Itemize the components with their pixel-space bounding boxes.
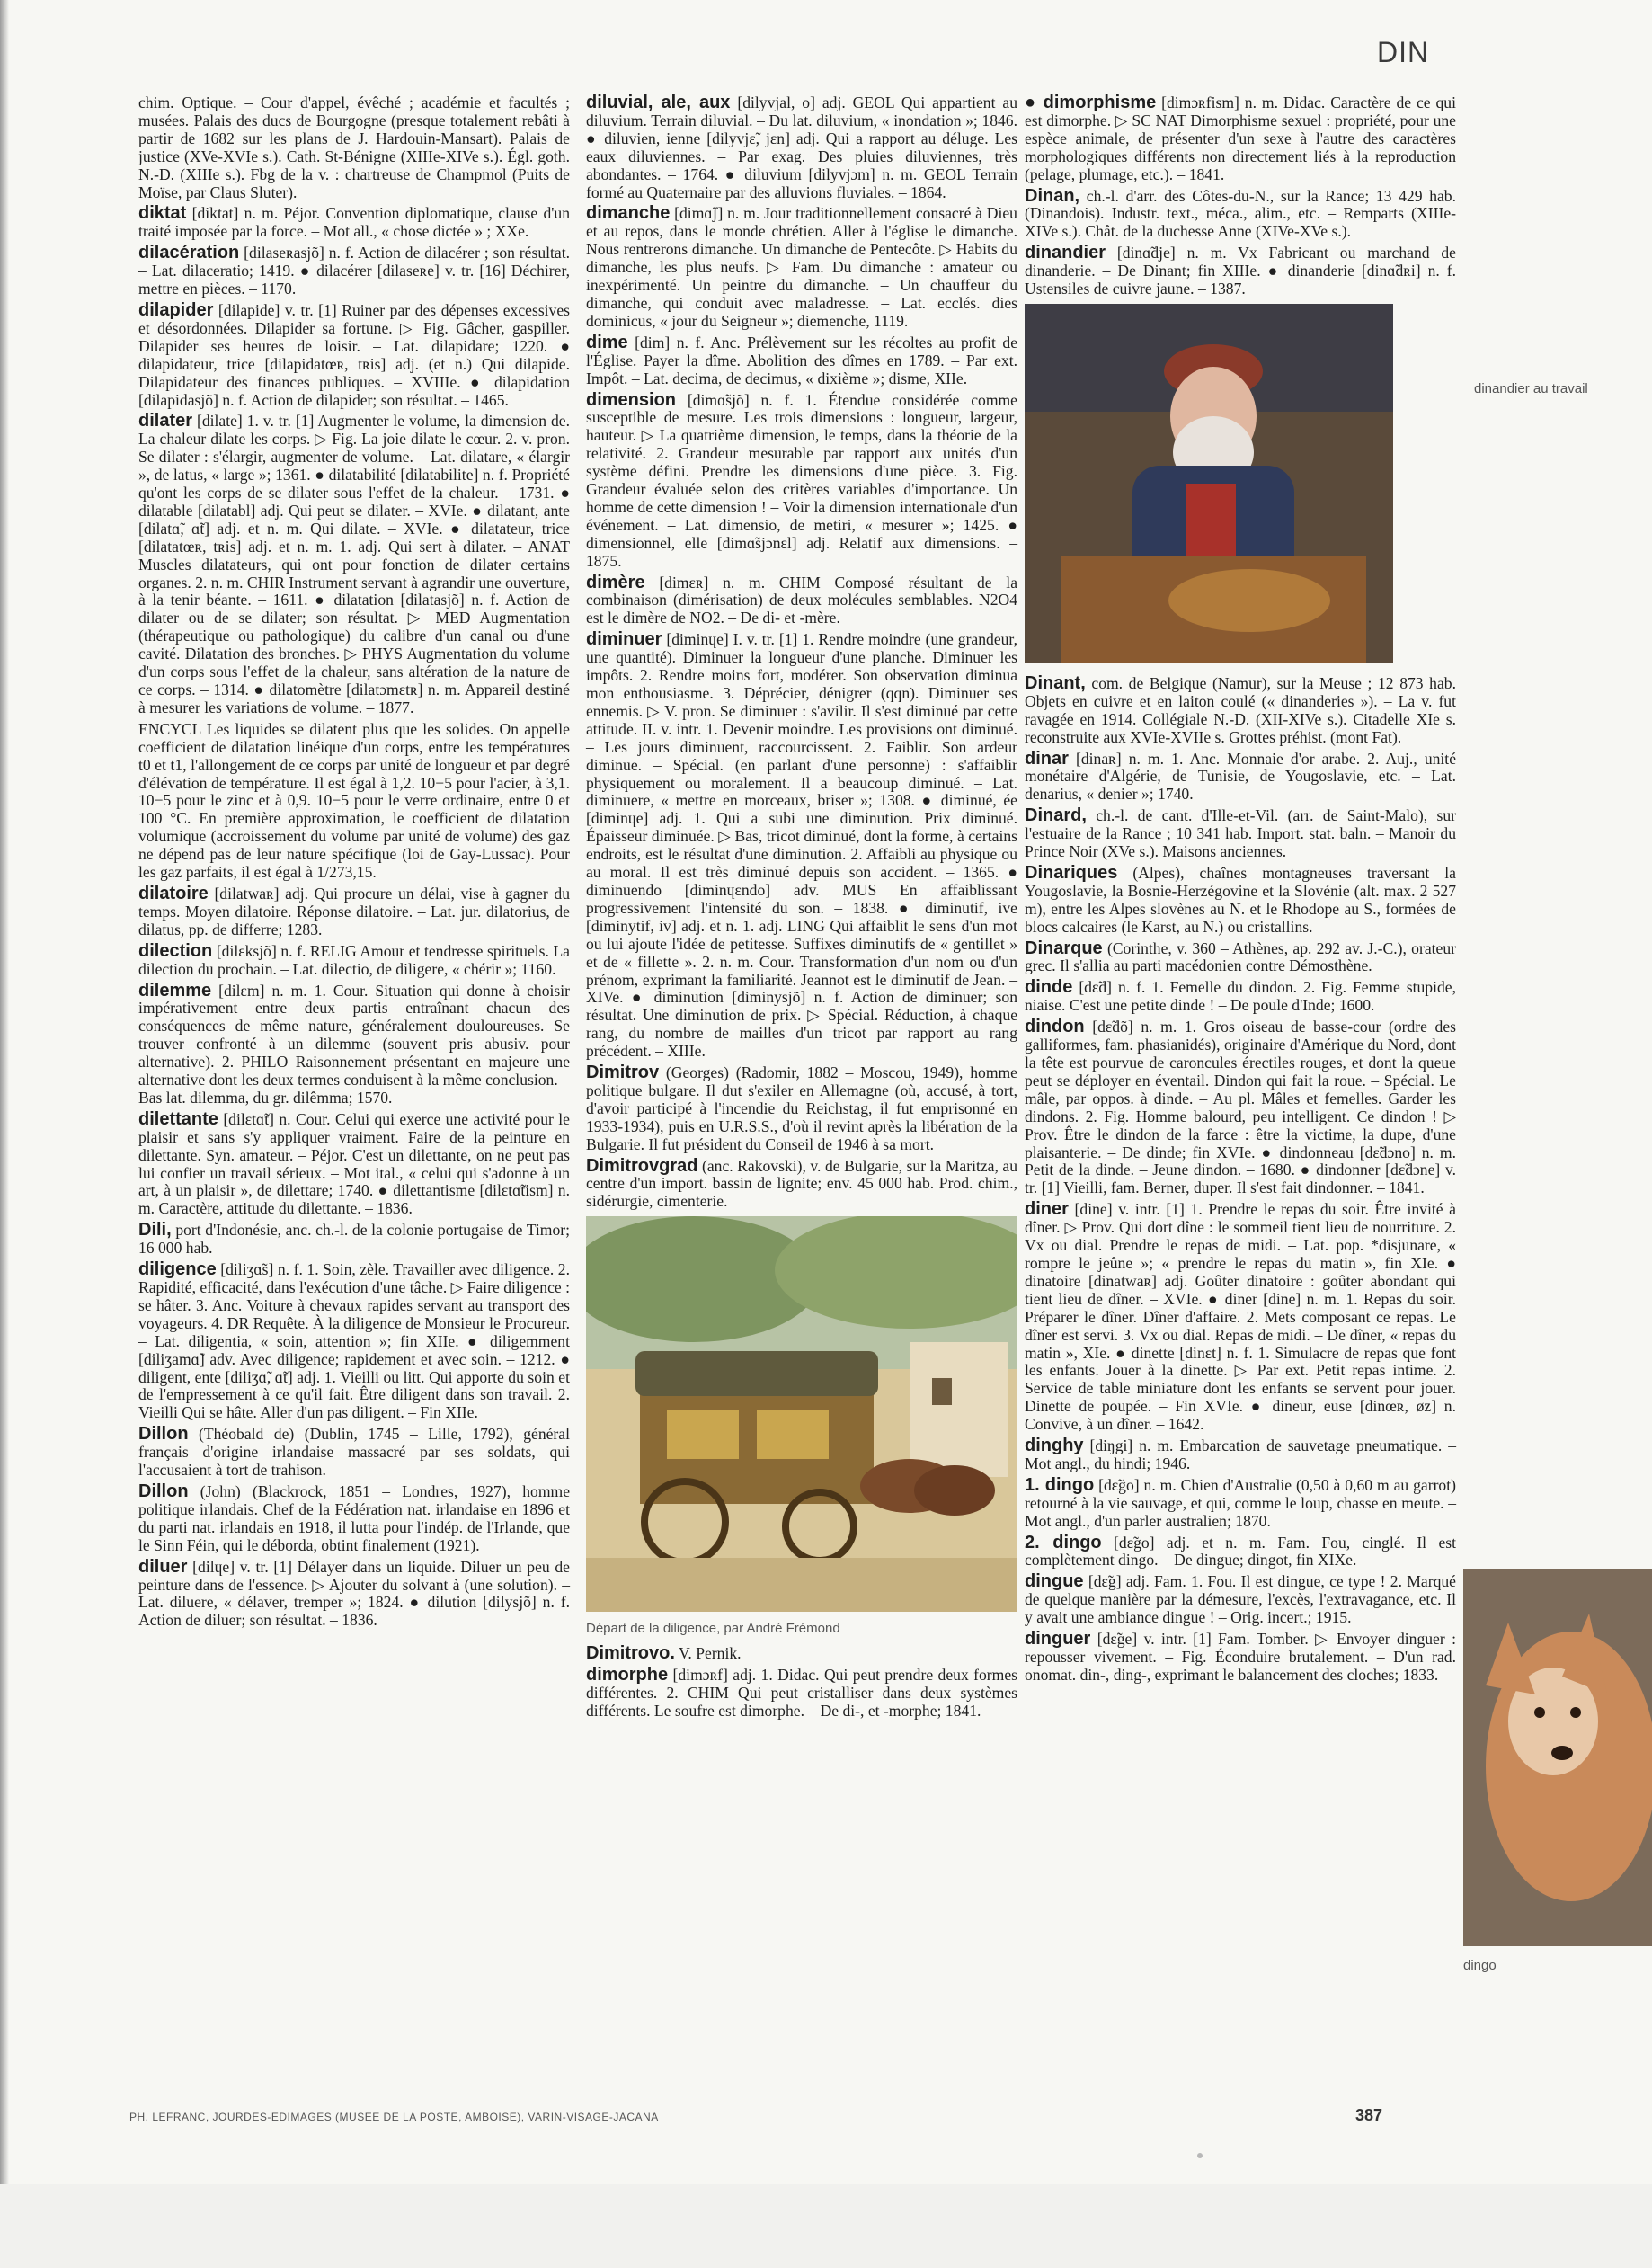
entry-headword: dinguer [1025, 1629, 1091, 1650]
dictionary-entry [1025, 1018, 1456, 1197]
entry-headword: dinghy [1025, 1436, 1084, 1456]
entry-headword: dinde [1025, 977, 1073, 998]
entry-headword: Dimitrov [586, 1063, 660, 1083]
entry-body: (Alpes), chaînes montagneuses traversant la Yougoslavie, la Bosnie-Herzégovine et la Slovénie (alt. max. 2 527 m), entre les Alpes slovènes au N. et le Rhodope au S., formées de blocs calcaires (le Karst, au N.) ou cristallins. [1025, 863, 1456, 936]
entry-headword: Dinant, [1025, 672, 1086, 693]
dingo-side-caption: dingo [1463, 1958, 1497, 1973]
dictionary-entry [138, 1483, 570, 1555]
dictionary-entry [138, 885, 570, 939]
entry-headword: diligence [138, 1259, 217, 1280]
entry-headword: Dillon [138, 1481, 189, 1501]
entry-headword: dime [586, 332, 628, 352]
dictionary-entry [1025, 94, 1456, 184]
dictionary-entry [586, 1064, 1017, 1154]
dinandier-photo [1025, 304, 1393, 663]
dictionary-entry [1025, 245, 1456, 298]
entry-headword: Dinard, [1025, 805, 1087, 826]
entry-headword: dilettante [138, 1108, 218, 1129]
entry-headword: dilatoire [138, 883, 209, 903]
entry-body: ch.-l. d'arr. des Côtes-du-N., sur la Rance; 13 429 hab. (Dinandois). Industr. text., méca., alim., etc. – Remparts (XIIIe-XIVe s.). Chât. de la duchesse Anne (XIVe-XVe s.). [1025, 186, 1456, 241]
entry-headword: dimension [586, 389, 677, 410]
entry-body: [dinaʀ] n. m. 1. Anc. Monnaie d'or arabe. 2. Auj., unité monétaire d'Algérie, de Tunisie, de Yougoslavie, etc. – Lat. denarius, « denier »; 1740. [1025, 749, 1456, 804]
column-2-entries-after [586, 1645, 1017, 1721]
entry-body: [dimɔʀf] adj. 1. Didac. Qui peut prendre deux formes différentes. 2. CHIM Qui peut cristalliser dans deux systèmes différents. Le soufre est dimorphe. – De di-, et -morphe; 1841. [586, 1666, 1017, 1720]
dictionary-entry [586, 334, 1017, 388]
entry-headword: Dillon [138, 1424, 189, 1445]
entry-body: [dilyvjal, o] adj. GEOL Qui appartient au diluvium. Terrain diluvial. – Du lat. diluvium, « inondation »; 1846. ● diluvien, ienne [dilyvjɛ̃, jɛn] adj. Qui a rapport au déluge. Les eaux diluviennes. – Par exag. Des pluies diluviennes, très abondantes. – 1764. ● diluvium [dilyvjɔm] n. m. GEOL Terrain formé au Quaternaire par des alluvions fluviales. – 1864. [586, 93, 1017, 201]
entry-body: [dɛ̃go] adj. et n. m. Fam. Fou, cinglé. Il est complètement dingo. – De dingue; dingot, fin XIXe. [1025, 1533, 1456, 1570]
entry-body: [diminɥe] I. v. tr. [1] 1. Rendre moindre (une grandeur, une quantité). Diminuer la longueur d'une planche. Diminuer les impôts. 2. Rendre moins fort, modérer. Son observation diminua mon enthousiasme. 3. Déprécier, dénigrer (qqn). Diminuer ses ennemis. ▷ V. pron. Se diminuer : s'avilir. Il s'est diminué par cette attitude. II. v. intr. 1. Devenir moindre. Les provisions ont diminué. – Les jours diminuent, raccourcissent. 2. Faiblir. Son ardeur diminue. – Spécial. (en parlant d'une personne) : s'affaiblir physiquement ou moralement. Il a beaucoup diminué. – Lat. diminuere, « mettre en morceaux, briser »; 1308. ● diminué, ée [diminɥe] adj. 1. Qui a subi une diminution. Prix diminué. Épaisseur diminuée. ▷ Bas, tricot diminué, dont la forme, à certains endroits, est le résultat d'une diminution. 2. Affaibli au physique ou au moral. Il est très diminué depuis son accident. – 1365. ● diminuendo [diminɥɛndo] adv. MUS En affaiblissant progressivement l'intensité du son. – 1838. ● diminutif, ive [diminytif, iv] adj. et n. 1. adj. LING Qui affaiblit le sens d'un mot ou lui ajoute l'idée de petitesse. Suffixes diminutifs de « gentillet » et de « fillette ». 2. n. m. Cour. Transformation d'un nom ou d'un prénom, exprimant la familiarité. Jeannot est le diminutif de Jean. – XIVe. ● diminution [diminysjõ] n. f. Action de diminuer; son résultat. Une diminution de prix. ▷ Spécial. Réduction, à chaque rang, du nombre de mailles d'un tricot par rapport au rang précédent. – XIIIe. [586, 630, 1017, 1061]
dictionary-entry [138, 1108, 570, 1218]
dictionary-entry [1025, 748, 1456, 805]
entry-body: V. Pernik. [679, 1644, 742, 1663]
entry-body: [dimɔʀfism] n. m. Didac. Caractère de ce qui est dimorphe. ▷ SC NAT Dimorphisme sexuel : propriété, pour une espèce animale, de présenter d'un sexe à l'autre des caractères morphologiques différents non directement liés à la reproduction (pelage, plumage, etc.). – 1841. [1025, 93, 1456, 183]
diligence-painting [586, 1216, 1017, 1612]
entry-headword: dimanche [586, 203, 671, 224]
dictionary-entry [138, 413, 570, 716]
entry-body: [dim] n. f. Anc. Prélèvement sur les récoltes au profit de l'Église. Payer la dîme. Abolition des dîmes en 1789. – Par ext. Impôt. – Lat. decima, de decimus, « dixième »; disme, XIIe. [586, 333, 1018, 387]
running-head: DIN [1377, 36, 1430, 68]
column-2 [586, 94, 1017, 1724]
entry-headword: dinar [1025, 748, 1069, 769]
dictionary-entry [1025, 979, 1456, 1015]
dictionary-entry [138, 721, 570, 882]
entry-headword: Dimitrovgrad [586, 1155, 698, 1176]
dictionary-entry [138, 980, 570, 1107]
dictionary-entry [1025, 862, 1456, 937]
entry-body: [dilɛm] n. m. 1. Cour. Situation qui donne à choisir impérativement entre deux partis entraînant chacun des conséquences de même nature, généralement douloureuses. Se trouver confronté à un dilemme (souvent pris abusiv. pour alternative). 2. PHILO Raisonnement présentant en majeure une alternative dont les deux termes conduisent à la même conclusion. – Bas lat. dilemma, du gr. dilêmma; 1570. [138, 981, 570, 1107]
entry-headword: ● dimorphisme [1025, 93, 1157, 112]
entry-headword: diner [1025, 1199, 1069, 1220]
entry-body: [diŋgi] n. m. Embarcation de sauvetage pneumatique. – Mot angl., du hindi; 1946. [1025, 1436, 1456, 1472]
entry-headword: dilapider [138, 299, 214, 320]
entry-headword: diktat [138, 203, 187, 224]
dictionary-entry [138, 1426, 570, 1480]
entry-body: [dilate] 1. v. tr. [1] Augmenter le volume, la dimension de. La chaleur dilate les corps. ▷ Fig. La joie dilate le cœur. 2. v. pron. Se dilater : s'élargir, augmenter de volume. – Lat. dilatare, « élargir », de latus, « large »; 1361. ● dilatabilité [dilatabilite] n. f. Propriété qu'ont les corps de se dilater sous l'effet de la chaleur. – 1731. ● dilatable [dilatabl] adj. Qui peut se dilater. – XVIe. ● dilatant, ante [dilatɑ̃, ɑ̃t] adj. et n. m. Qui dilate. – XVIe. ● dilatateur, trice [dilatatœʀ, tʀis] adj. et n. m. 1. adj. Qui sert à dilater. – ANAT Muscles dilatateurs, qui ont pour fonction de dilater certains organes. 2. n. m. CHIR Instrument servant à agrandir une ouverture, à la tenir béante. – 1611. ● dilatation [dilatasjõ] n. f. Action de dilater ou de se dilater; son résultat. ▷ MED Augmentation (thérapeutique ou pathologique) du calibre d'un canal ou d'une cavité. Dilatation des bronches. ▷ PHYS Augmentation du volume d'un corps sous l'effet de la chaleur, sans altération de la nature de ce corps. – 1314. ● dilatomètre [dilatɔmɛtʀ] n. m. Appareil destiné à mesurer les variations de volume. – 1877. [138, 412, 570, 716]
entry-headword: dingue [1025, 1571, 1084, 1592]
entry-headword: dimorphe [586, 1665, 669, 1685]
entry-body: [dɛ̃ge] v. intr. [1] Fam. Tomber. ▷ Envoyer dinguer : repousser vivement. – Fig. Éconduire brutalement. – D'un rad. onomat. din-, ding-, exprimant le balancement des cloches; 1833. [1025, 1630, 1456, 1684]
dictionary-entry [138, 245, 570, 298]
entry-body: [dilɛtɑ̃t] n. Cour. Celui qui exerce une activité pour le plaisir et sans s'y appliquer vraiment. Faire de la peinture en dilettante. Syn. amateur. – Péjor. C'est un dilettante, on ne peut pas lui confier un travail sérieux. – Mot ital., « celui qui s'adonne à un art, à un plaisir », de dilettare; 1740. ● dilettantisme [dilɛtɑ̃tism] n. m. Caractère, attitude du dilettante. – 1836. [138, 1109, 570, 1218]
entry-body: [dilɛksjõ] n. f. RELIG Amour et tendresse spirituels. La dilection du prochain. – Lat. dilectio, de diligere, « chérir »; 1160. [138, 941, 570, 978]
entry-body: [dine] v. intr. [1] 1. Prendre le repas du soir. Être invité à dîner. ▷ Prov. Qui dort dîne : le sommeil tient lieu de nourriture. 2. Vx ou dial. Prendre le repas de midi. – Lat. pop. *disjunare, « rompre le jeûne »; « prendre le repas du matin », fin XIe. ● dinatoire [dinatwaʀ] adj. Goûter dinatoire : goûter abondant qui tient lieu de dîner. – XVIe. ● diner [dine] n. m. 1. Repas du soir. Préparer le dîner. Dîner d'affaire. 2. Mets composant ce repas. Le dîner est servi. 3. Vx ou dial. Repas de midi. – De dîner, « repas du matin », XIe. ● dinette [dinɛt] n. f. 1. Simulacre de repas que font les enfants. Jouer à la dinette. ▷ Par ext. Petit repas intime. 2. Service de table miniature dont les enfants se servent pour jouer. Dinette de poupée. – Fin XVIe. ● dineur, euse [dinœʀ, øz] n. Convive, à un dîner. – 1642. [1025, 1200, 1456, 1434]
dictionary-entry [586, 1155, 1017, 1212]
dictionary-entry [138, 94, 570, 201]
dictionary-entry [138, 205, 570, 241]
entry-body: [diktat] n. m. Péjor. Convention diplomatique, clause d'un traité imposée par la force. – Mot all., « chose dictée » ; XXe. [138, 204, 570, 241]
entry-body: ENCYCL Les liquides se dilatent plus que les solides. On appelle coefficient de dilatation linéique d'un corps, entre les températures t0 et t1, l'allongement de ce corps par unité de longueur et par degré d'élévation de température. Il est égal à 1,2. 10−5 pour l'acier, à 3,1. 10−5 pour le zinc et à 0,9. 10−5 pour le verre ordinaire, entre 0 et 100 °C. En première approximation, le coefficient de dilatation volumique (accroissement du volume par unité de volume) des gaz ne dépend pas de leur nature spécifique (loi de Gay-Lussac). Pour les gaz parfaits, il est égal à 1/273,15. [138, 719, 570, 882]
entry-body: ch.-l. de cant. d'Ille-et-Vil. (arr. de Saint-Malo), sur l'estuaire de la Rance ; 10 341 hab. Import. stat. baln. – Manoir du Prince Noir (XVe s.). Maisons anciennes. [1025, 806, 1456, 861]
entry-body: [dilapide] v. tr. [1] Ruiner par des dépenses excessives et désordonnées. Dilapider sa fortune. ▷ Fig. Gâcher, gaspiller. Dilapider ses heures de loisir. – Lat. dilapidare; 1220. ● dilapidateur, trice [dilapidatœʀ, tʀis] adj. (et n.) Qui dilapide. Dilapidateur des finances publiques. – XVIIIe. ● dilapidation [dilapidasjõ] n. f. Action de dilapider; son résultat. – 1465. [138, 300, 571, 409]
dictionary-entry [1025, 1201, 1456, 1434]
entry-headword: dilemme [138, 980, 212, 1001]
entry-body: [dɛ̃go] n. m. Chien d'Australie (0,50 à 0,60 m au garrot) retourné à la vie sauvage, et qui, comme le loup, chasse en meute. – Mot angl., d'un parler australien; 1870. [1025, 1475, 1456, 1530]
dictionary-entry [1025, 1573, 1456, 1627]
entry-body: [dɛ̃g] adj. Fam. 1. Fou. Il est dingue, ce type ! 2. Marqué de quelque manière par la démesure, l'excès, l'extravagance, etc. Il y avait une ambiance dingue ! – Orig. incert.; 1915. [1025, 1572, 1456, 1627]
entry-body: port d'Indonésie, anc. ch.-l. de la colonie portugaise de Timor; 16 000 hab. [138, 1221, 570, 1258]
dictionary-entry [1025, 1437, 1456, 1473]
entry-headword: Dimitrovo. [586, 1643, 675, 1664]
entry-body: chim. Optique. – Cour d'appel, évêché ; académie et facultés ; musées. Palais des ducs de Bourgogne (presque totalement rebâti à partir de 1682 sur les plans de J. Hardouin-Mansart). Palais de justice (XVe-XVIe s.). Cath. St-Bénigne (XIIIe-XIVe s.). Égl. goth. N.-D. (XIIIe s.). Fbg de la v. : chartreuse de Champmol (Puits de Moïse, par Claus Sluter). [138, 93, 570, 201]
column-3-entries-after [1025, 672, 1456, 1685]
dictionary-entry [138, 1556, 570, 1631]
dictionary-entry [1025, 940, 1456, 976]
entry-body: [diliʒɑ̃s] n. f. 1. Soin, zèle. Travailler avec diligence. 2. Rapidité, efficacité, dans l'exécution d'une tâche. ▷ Faire diligence : se hâter. 3. Anc. Voiture à chevaux rapides servant au transport des voyageurs. 4. DR Requête. À la diligence de Monsieur le Procureur. – Lat. diligentia, « soin, attention »; fin XIIe. ● diligemment [diliʒamɑ̃] adv. Avec diligence; rapidement et avec soin. – 1212. ● diligent, ente [diliʒɑ̃, ɑ̃t] adj. 1. Vieilli ou litt. Qui apporte du soin et de l'empressement à ce qu'il fait. Être diligent dans son travail. 2. Vieilli Qui se hâte. Aller d'un pas diligent. – Fin XIIe. [138, 1260, 570, 1422]
entry-body: (Georges) (Radomir, 1882 – Moscou, 1949), homme politique bulgare. Il dut s'exiler en Allemagne (où, accusé, à tort, d'avoir participé à l'incendie du Reichstag, il fut emprisonné en 1933-1934), puis en U.R.S.S., d'où il revint après la libération de la Bulgarie. Il fut président du Conseil de 1946 à sa mort. [586, 1063, 1017, 1153]
entry-body: [dilatwaʀ] adj. Qui procure un délai, vise à gagner du temps. Moyen dilatoire. Réponse dilatoire. – Lat. jur. dilatorius, de dilatus, pp. de differre; 1283. [138, 884, 570, 938]
page-bottom-margin [0, 2184, 1652, 2268]
entry-body: (John) (Blackrock, 1851 – Londres, 1927), homme politique irlandais. Chef de la Fédération nat. irlandaise en 1896 et du parti nat. irlandais en 1918, il lutta pour l'indép. de l'Irlande, que le Sinn Féin, qui le déborda, obtint finalement (1921). [138, 1481, 571, 1554]
entry-body: [dilɥe] v. tr. [1] Délayer dans un liquide. Diluer un peu de peinture dans de l'essence. ▷ Ajouter du solvant à (une solution). – Lat. diluere, « délaver, tremper »; 1824. ● dilution [dilysjõ] n. f. Action de diluer; son résultat. – 1836. [138, 1557, 570, 1630]
entry-headword: diluvial, ale, aux [586, 93, 731, 112]
entry-headword: diluer [138, 1556, 188, 1577]
dingo-illustration [1463, 1569, 1652, 1946]
dictionary-entry [1025, 672, 1456, 747]
entry-headword: diminuer [586, 629, 662, 650]
dictionary-entry [586, 1667, 1017, 1721]
column-2-entries [586, 94, 1017, 1211]
entry-body: [dɛ̃d] n. f. 1. Femelle du dindon. 2. Fig. Femme stupide, niaise. C'est une petite dinde ! – De poule d'Inde; 1600. [1025, 978, 1456, 1015]
dictionary-entry [586, 1645, 1017, 1663]
entry-headword: Dinarque [1025, 938, 1103, 958]
dictionary-entry [138, 940, 570, 979]
entry-headword: Dinan, [1025, 185, 1080, 206]
entry-body: [dɛ̃dõ] n. m. 1. Gros oiseau de basse-cour (ordre des galliformes, fam. phasianidés), originaire d'Amérique du Nord, dont la tête est pourvue de caroncules érectiles rouges, et dont la queue peut se déployer en éventail. Dindon qui fait la roue. – Spécial. Le mâle, par oppos. à dinde. – Au pl. Mâles et femelles. Garder les dindons. 2. Fig. Homme balourd, peu intelligent. Ce dindon ! ▷ Prov. Être le dindon de la farce : être la victime, la dupe, d'une plaisanterie. – De dinde; fin XVIe. ● dindonneau [dɛ̃dɔno] n. m. Petit de la dinde. – Jeune dindon. – 1680. ● dindonner [dɛ̃dɔne] v. tr. [1] Vieilli, fam. Berner, duper. Il s'est fait dindonner. – 1841. [1025, 1018, 1456, 1197]
dictionary-entry [1025, 807, 1456, 861]
dictionary-entry [1025, 1534, 1456, 1570]
dictionary-entry [586, 205, 1017, 330]
entry-headword: dimère [586, 572, 645, 592]
entry-body: (Corinthe, v. 360 – Athènes, ap. 292 av. J.-C.), orateur grec. Il s'allia au parti macédonien contre Démosthène. [1025, 938, 1456, 975]
dictionary-entry [586, 94, 1017, 201]
dingo-photo [1463, 1569, 1652, 1946]
entry-body: [dilaseʀasjõ] n. f. Action de dilacérer ; son résultat. – Lat. dilaceratio; 1419. ● dilacérer [dilaseʀe] v. tr. [16] Déchirer, mettre en pièces. – 1170. [138, 244, 570, 298]
dictionary-entry [586, 389, 1017, 571]
column-3 [1025, 94, 1456, 1688]
page-binding-shadow [0, 0, 9, 2268]
entry-headword: 1. dingo [1025, 1474, 1095, 1495]
dictionary-entry [1025, 1474, 1456, 1531]
entry-headword: Dinariques [1025, 862, 1118, 883]
dinandier-illustration [1025, 304, 1456, 668]
entry-body: com. de Belgique (Namur), sur la Meuse ; 12 873 hab. Objets en cuivre et en laiton coulé (« dinanderies »). – La v. fut ravagée en 1914. Collégiale N.-D. (XII-XIVe s.). Citadelle XIe s. reconstruite aux XVIe-XVIIe s. Grottes préhist. (mont Fat). [1025, 673, 1456, 746]
entry-body: (Théobald de) (Dublin, 1745 – Lille, 1792), général français d'origine irlandaise massacré par ses soldats, qui l'accusaient à tort de trahison. [138, 1425, 570, 1480]
dictionary-entry [138, 299, 571, 409]
dictionary-entry [1025, 185, 1456, 242]
entry-body: [dimɑ̃sjõ] n. f. 1. Étendue considérée comme susceptible de mesure. Les trois dimensions : longueur, largeur, hauteur. ▷ La quatrième dimension, le temps, dans la théorie de la relativité. 2. Grandeur mesurable par rapport aux unités d'un système défini. Prendre les dimensions d'une pièce. 3. Fig. Grandeur évaluée selon des critères variables d'importance. Un homme de cette dimension ! – Voir la dimension internationale d'un événement. – Lat. dimensio, de metiri, « mesurer »; 1425. ● dimensionnel, elle [dimɑ̃sjɔnɛl] adj. Relatif aux dimensions. – 1875. [586, 390, 1017, 570]
pencil-mark [1197, 2153, 1203, 2158]
entry-body: [dimɑ̃ʃ] n. m. Jour traditionnellement consacré à Dieu et au repos, dans le monde chrétien. Aller à l'église le dimanche. Nous rentrerons dimanche. Un dimanche de Pentecôte. ▷ Habits du dimanche, les plus neufs. ▷ Fam. Du dimanche : amateur ou inexpérimenté. Un peintre du dimanche. – Un chauffeur du dimanche, qui conduit avec maladresse. – Lat. ecclés. dies dominicus, « jour du Seigneur »; diemenche, 1119. [586, 204, 1017, 330]
column-3-entries [1025, 94, 1456, 298]
entry-headword: dilacération [138, 243, 240, 263]
dictionary-entry [586, 574, 1017, 628]
photo-credits: PH. LEFRANC, JOURDES-EDIMAGES (MUSEE DE LA POSTE, AMBOISE), VARIN-VISAGE-JACANA [129, 2111, 659, 2123]
entry-headword: dilater [138, 411, 193, 431]
entry-body: [dinɑ̃dje] n. m. Vx Fabricant ou marchand de dinanderie. – De Dinant; fin XIIIe. ● dinanderie [dinɑ̃dʀi] n. f. Ustensiles de cuivre jaune. – 1387. [1025, 244, 1456, 298]
diligence-illustration [586, 1216, 1017, 1638]
dictionary-entry [586, 631, 1017, 1061]
dictionary-entry [138, 1222, 570, 1258]
entry-headword: dindon [1025, 1017, 1085, 1037]
diligence-caption: Départ de la diligence, par André Frémond [586, 1621, 840, 1637]
entry-headword: 2. dingo [1025, 1532, 1102, 1552]
dictionary-entry [138, 1261, 570, 1422]
entry-headword: Dili, [138, 1220, 172, 1241]
page-number: 387 [1355, 2106, 1383, 2124]
entry-body: (anc. Rakovski), v. de Bulgarie, sur la Maritza, au centre d'un import. bassin de lignite; env. 45 000 hab. Prod. chim., sidérurgie, cimenterie. [586, 1156, 1017, 1211]
entry-body: [dimɛʀ] n. m. CHIM Composé résultant de la combinaison (dimérisation) de deux molécules semblables. N2O4 est le dimère de NO2. – De di- et -mère. [586, 573, 1018, 627]
entry-headword: dilection [138, 940, 213, 961]
entry-headword: dinandier [1025, 243, 1106, 263]
column-1 [138, 94, 570, 1633]
dictionary-entry [1025, 1631, 1456, 1685]
dinandier-side-caption: dinandier au travail [1474, 381, 1588, 396]
